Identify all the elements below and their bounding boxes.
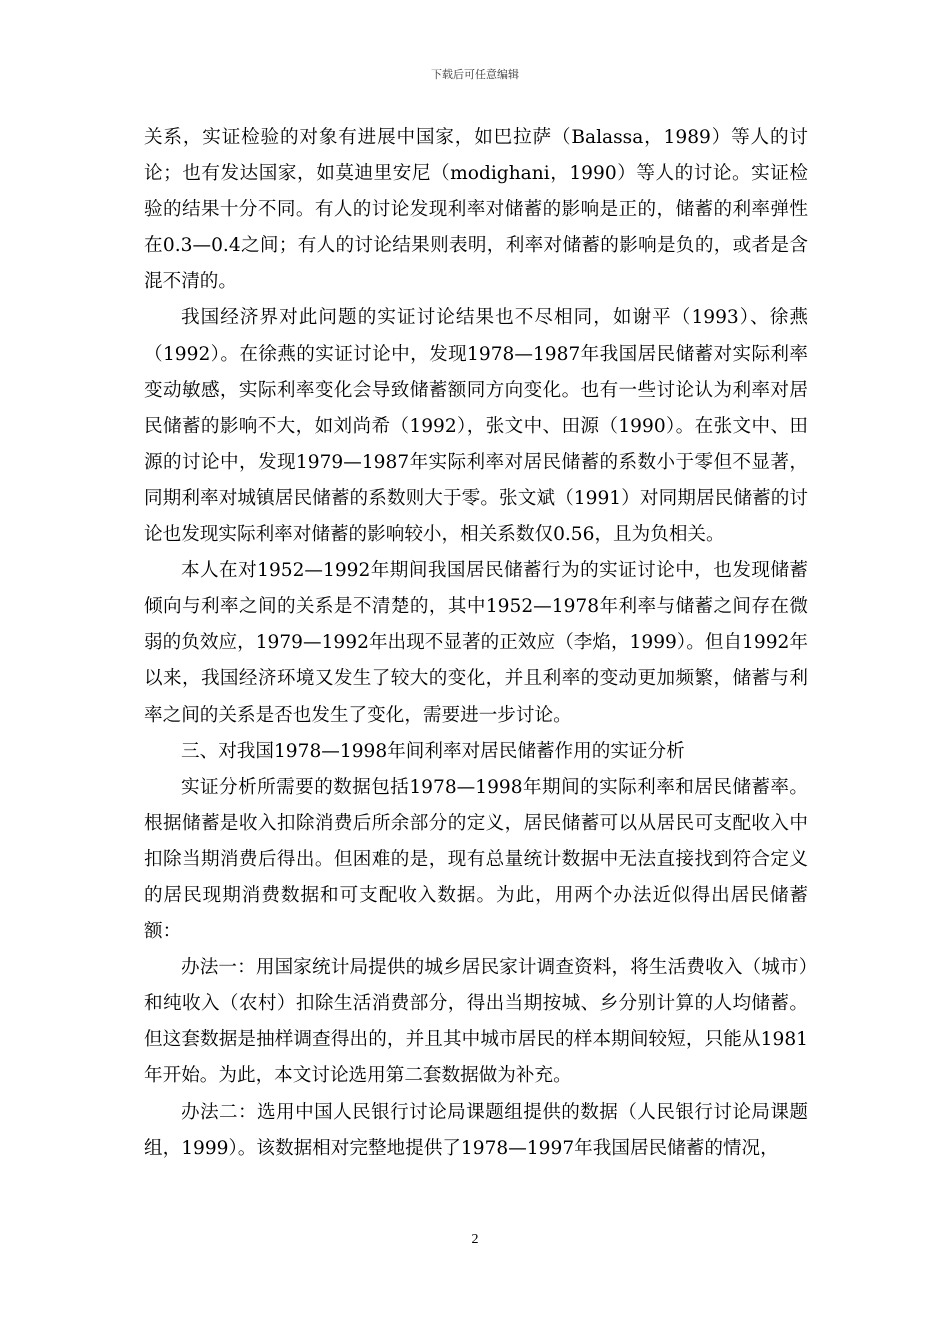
page-number: 2	[471, 1232, 479, 1247]
paragraph: 关系，实证检验的对象有进展中国家，如巴拉萨（Balassa，1989）等人的讨论；也有发达国家，如莫迪里安尼（modighani，1990）等人的讨论。实证检验的结果十分不同。有人的讨论发现利率对储蓄的影响是正的，储蓄的利率弹性在0.3—0.4之间；有人的讨论结果则表明，利率对储蓄的影响是负的，或者是含混不清的。	[144, 127, 808, 293]
paragraph: 办法二：选用中国人民银行讨论局课题组提供的数据（人民银行讨论局课题组，1999）。该数据相对完整地提供了1978—1997年我国居民储蓄的情况，	[144, 1101, 808, 1159]
page-header: 下载后可任意编辑	[431, 68, 519, 81]
document-body	[144, 120, 808, 1167]
paragraph: 办法一：用国家统计局提供的城乡居民家计调查资料，将生活费收入（城市）和纯收入（农村）扣除生活消费部分，得出当期按城、乡分别计算的人均储蓄。但这套数据是抽样调查得出的，并且其中城市居民的样本期间较短，只能从1981年开始。为此，本文讨论选用第二套数据做为补充。	[144, 957, 808, 1087]
paragraph: 实证分析所需要的数据包括1978—1998年期间的实际利率和居民储蓄率。根据储蓄是收入扣除消费后所余部分的定义，居民储蓄可以从居民可支配收入中扣除当期消费后得出。但困难的是，现有总量统计数据中无法直接找到符合定义的居民现期消费数据和可支配收入数据。为此，用两个办法近似得出居民储蓄额：	[144, 776, 808, 943]
section-heading: 三、对我国1978—1998年间利率对居民储蓄作用的实证分析	[181, 740, 685, 762]
paragraph: 我国经济界对此问题的实证讨论结果也不尽相同，如谢平（1993）、徐燕（1992）。在徐燕的实证讨论中，发现1978—1987年我国居民储蓄对实际利率变动敏感，实际利率变化会导致储蓄额同方向变化。也有一些讨论认为利率对居民储蓄的影响不大，如刘尚希（1992），张文中、田源（1990）。在张文中、田源的讨论中，发现1979—1987年实际利率对居民储蓄的系数小于零但不显著，同期利率对城镇居民储蓄的系数则大于零。张文斌（1991）对同期居民储蓄的讨论也发现实际利率对储蓄的影响较小，相关系数仅0.56，且为负相关。	[144, 307, 808, 546]
paragraph: 本人在对1952—1992年期间我国居民储蓄行为的实证讨论中，也发现储蓄倾向与利率之间的关系是不清楚的，其中1952—1978年利率与储蓄之间存在微弱的负效应，1979—1992年出现不显著的正效应（李焰，1999）。但自1992年以来，我国经济环境又发生了较大的变化，并且利率的变动更加频繁，储蓄与利率之间的关系是否也发生了变化，需要进一步讨论。	[144, 560, 808, 726]
